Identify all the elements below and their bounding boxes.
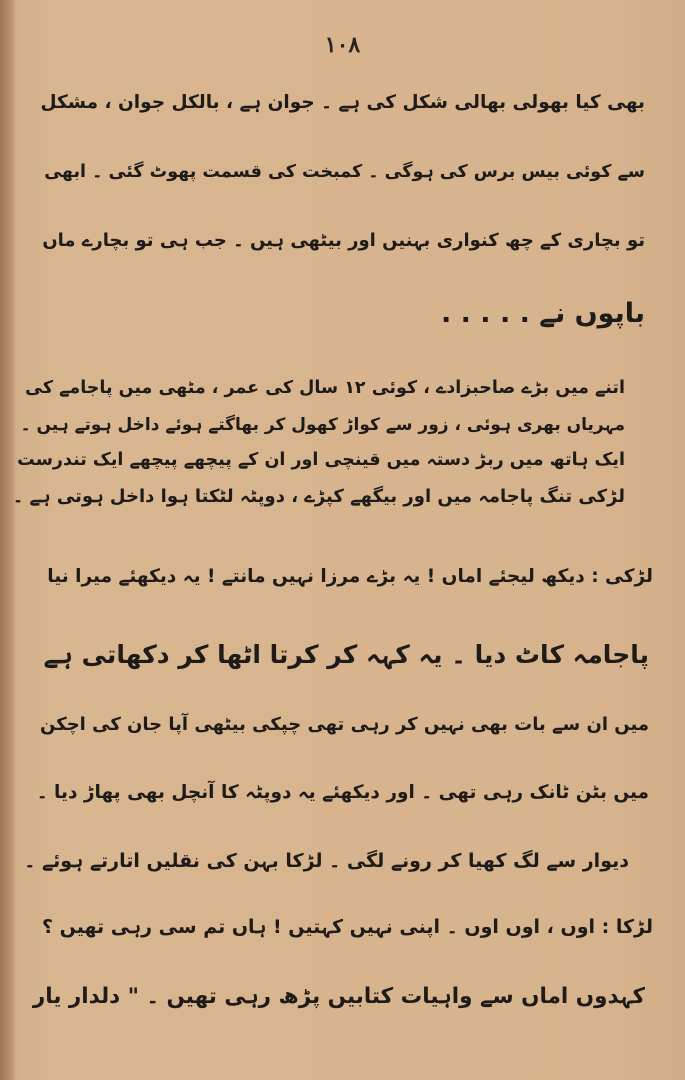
page-number: ۱۰۸ <box>324 32 361 58</box>
dialogue-line: پاجامہ کاٹ دیا ۔ یہ کہہ کر کرتا اٹھا کر دکھاتی ہے <box>43 640 649 669</box>
dialogue-line: میں ان سے بات بھی نہیں کر رہی تھی چپکی بیٹھی آپا جان کی اچکن <box>40 714 649 735</box>
paragraph-line: باپوں نے . . . . . <box>440 298 645 329</box>
paragraph-line: بھی کیا بھولی بھالی شکل کی ہے ۔ جوان ہے ، بالکل جوان ، مشکل <box>40 92 645 113</box>
page-gutter <box>0 0 14 1080</box>
stage-direction-line: اتنے میں بڑے صاحبزادے ، کوئی ۱۲ سال کی عمر ، مٹھی میں پاجامے کی <box>25 378 625 398</box>
stage-direction-line: مہریاں بھری ہوئی ، زور سے کواڑ کھول کر بھاگتے ہوئے داخل ہوتے ہیں ۔ <box>20 415 625 435</box>
dialogue-line: لڑکی : دیکھ لیجئے اماں ! یہ بڑے مرزا نہیں مانتے ! یہ دیکھئے میرا نیا <box>47 566 653 587</box>
paragraph-line: تو بچاری کے چھ کنواری بہنیں اور بیٹھی ہیں ۔ جب ہی تو بچارے ماں <box>42 230 645 251</box>
dialogue-line: کہدوں اماں سے واہیات کتابیں پڑھ رہی تھیں ۔ " دلدار یار <box>32 984 645 1009</box>
dialogue-line: لڑکا : اوں ، اوں اوں ۔ اپنی نہیں کہتیں ! ہاں تم سی رہی تھیں ؟ <box>41 916 653 938</box>
stage-direction-line: ایک ہاتھ میں ربڑ دستہ میں قینچی اور ان کے پیچھے پیچھے ایک تندرست <box>17 450 625 470</box>
dialogue-line: میں بٹن ٹانک رہی تھی ۔ اور دیکھئے یہ دوپٹہ کا آنچل بھی پھاڑ دیا ۔ <box>36 782 649 803</box>
dialogue-line: دیوار سے لگ کھیا کر رونے لگی ۔ لڑکا بہن کی نقلیں اتارتے ہوئے ۔ <box>24 850 629 872</box>
paragraph-line: سے کوئی بیس برس کی ہوگی ۔ کمبخت کی قسمت پھوٹ گئی ۔ ابھی <box>44 162 645 182</box>
stage-direction-line: لڑکی تنگ پاجامہ میں اور بیگھے کپڑے ، دوپٹہ لٹکتا ہوا داخل ہوتی ہے ۔ <box>12 486 625 507</box>
